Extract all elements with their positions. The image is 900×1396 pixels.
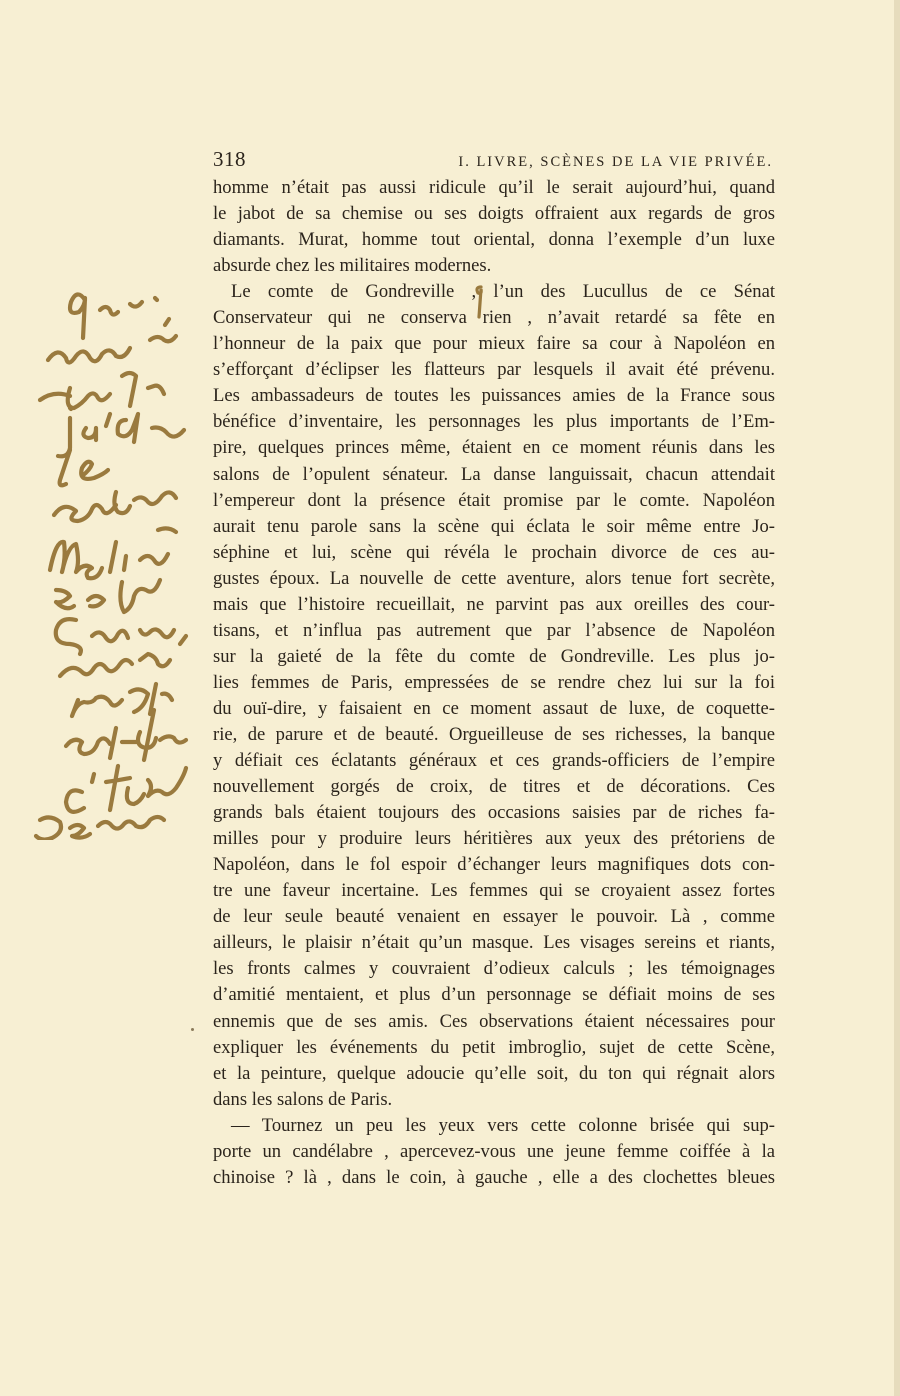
- page-number: 318: [213, 147, 246, 171]
- text-line: de leur seule beauté venaient en essayer le pouvoir. Là , comme: [213, 906, 775, 928]
- text-line: salons de l’opulent sénateur. La danse languissait, chacun attendait: [213, 463, 775, 485]
- text-line: porte un candélabre , apercevez-vous une jeune femme coiffée à la: [213, 1140, 775, 1162]
- text-line: homme n’était pas aussi ridicule qu’il le serait aujourd’hui, quand: [213, 177, 775, 198]
- text-line: rie, de parure et de beauté. Orgueilleuse de ses richesses, la banque: [213, 723, 775, 745]
- text-line: Le comte de Gondreville , l’un des Lucullus de ce Sénat: [231, 281, 775, 303]
- text-line: nouvellement gorgés de croix, de titres et de décorations. Ces: [213, 776, 775, 798]
- text-line: d’amitié mentaient, et plus d’un personnage se défiait moins de ses: [213, 984, 775, 1006]
- text-line: mais que l’histoire recueillait, ne parvint pas aux oreilles des cour-: [213, 593, 775, 615]
- text-line: lies femmes de Paris, empressées de se rendre chez lui sur la foi: [213, 671, 775, 693]
- body-text: [213, 175, 775, 1191]
- margin-dot: [191, 1028, 194, 1031]
- text-line: l’empereur dont la présence était promise par le comte. Napoléon: [213, 489, 775, 511]
- text-line: et la peinture, quelque adoucie qu’elle soit, du ton qui régnait alors: [213, 1062, 775, 1084]
- page-edge: [894, 0, 900, 1396]
- text-line: du ouï-dire, y faisaient en ce moment assaut de luxe, de coquette-: [213, 697, 775, 719]
- text-line: tisans, et n’influa pas autrement que par l’absence de Napoléon: [213, 619, 775, 641]
- text-line: Les ambassadeurs de toutes les puissances amies de la France sous: [213, 385, 775, 407]
- text-line: sur la gaieté de la fête du comte de Gondreville. Les plus jo-: [213, 645, 775, 667]
- handwriting-scribble: [30, 280, 200, 840]
- text-line: pire, quelques princes même, étaient en ce moment réunis dans les: [213, 437, 775, 459]
- text-line: s’efforçant d’éclipser les flatteurs par lesquels il avait été prévenu.: [213, 359, 775, 381]
- text-line: expliquer les événements du petit imbroglio, sujet de cette Scène,: [213, 1036, 775, 1058]
- running-title: I. LIVRE, SCÈNES DE LA VIE PRIVÉE.: [458, 154, 773, 170]
- text-line: absurde chez les militaires modernes.: [213, 255, 492, 277]
- text-line: Napoléon, dans le fol espoir d’échanger leurs magnifiques dots con-: [213, 854, 775, 876]
- text-line: aurait tenu parole sans la scène qui éclata le soir même entre Jo-: [213, 515, 775, 537]
- text-line: tre une faveur incertaine. Les femmes qui se croyaient assez fortes: [213, 880, 775, 902]
- text-line: l’honneur de la paix que pour mieux faire sa cour à Napoléon en: [213, 333, 775, 355]
- text-line: chinoise ? là , dans le coin, à gauche , elle a des clochettes bleues: [213, 1166, 775, 1188]
- text-line: grands bals étaient toujours des occasions saisies par de riches fa-: [213, 802, 775, 824]
- text-line: gustes époux. La nouvelle de cette aventure, alors tenue fort secrète,: [213, 567, 775, 589]
- text-line: diamants. Murat, homme tout oriental, donna l’exemple d’un luxe: [213, 229, 775, 251]
- handwritten-margin-note: [30, 280, 200, 840]
- text-line: ailleurs, le plaisir n’était qu’un masque. Les visages sereins et riants,: [213, 932, 775, 954]
- text-line: milles pour y produire leurs héritières aux yeux des prétoriens de: [213, 828, 775, 850]
- text-line: bénéfice d’inventaire, les personnages les plus importants de l’Em-: [213, 411, 775, 433]
- text-line: Conservateur qui ne conserva rien , n’avait retardé sa fête en: [213, 307, 775, 329]
- text-line: — Tournez un peu les yeux vers cette colonne brisée qui sup-: [231, 1114, 775, 1136]
- text-line: séphine et lui, scène qui révéla le prochain divorce de ces au-: [213, 541, 775, 563]
- text-line: les fronts calmes y couvraient d’odieux calculs ; les témoignages: [213, 958, 775, 980]
- text-line: dans les salons de Paris.: [213, 1088, 393, 1110]
- text-line: y défiait ces éclatants généraux et ces grands-officiers de l’empire: [213, 750, 775, 772]
- text-line: ennemis que de ses amis. Ces observations étaient nécessaires pour: [213, 1010, 775, 1032]
- text-line: le jabot de sa chemise ou ses doigts offraient aux regards de gros: [213, 203, 775, 225]
- running-header: [213, 147, 775, 172]
